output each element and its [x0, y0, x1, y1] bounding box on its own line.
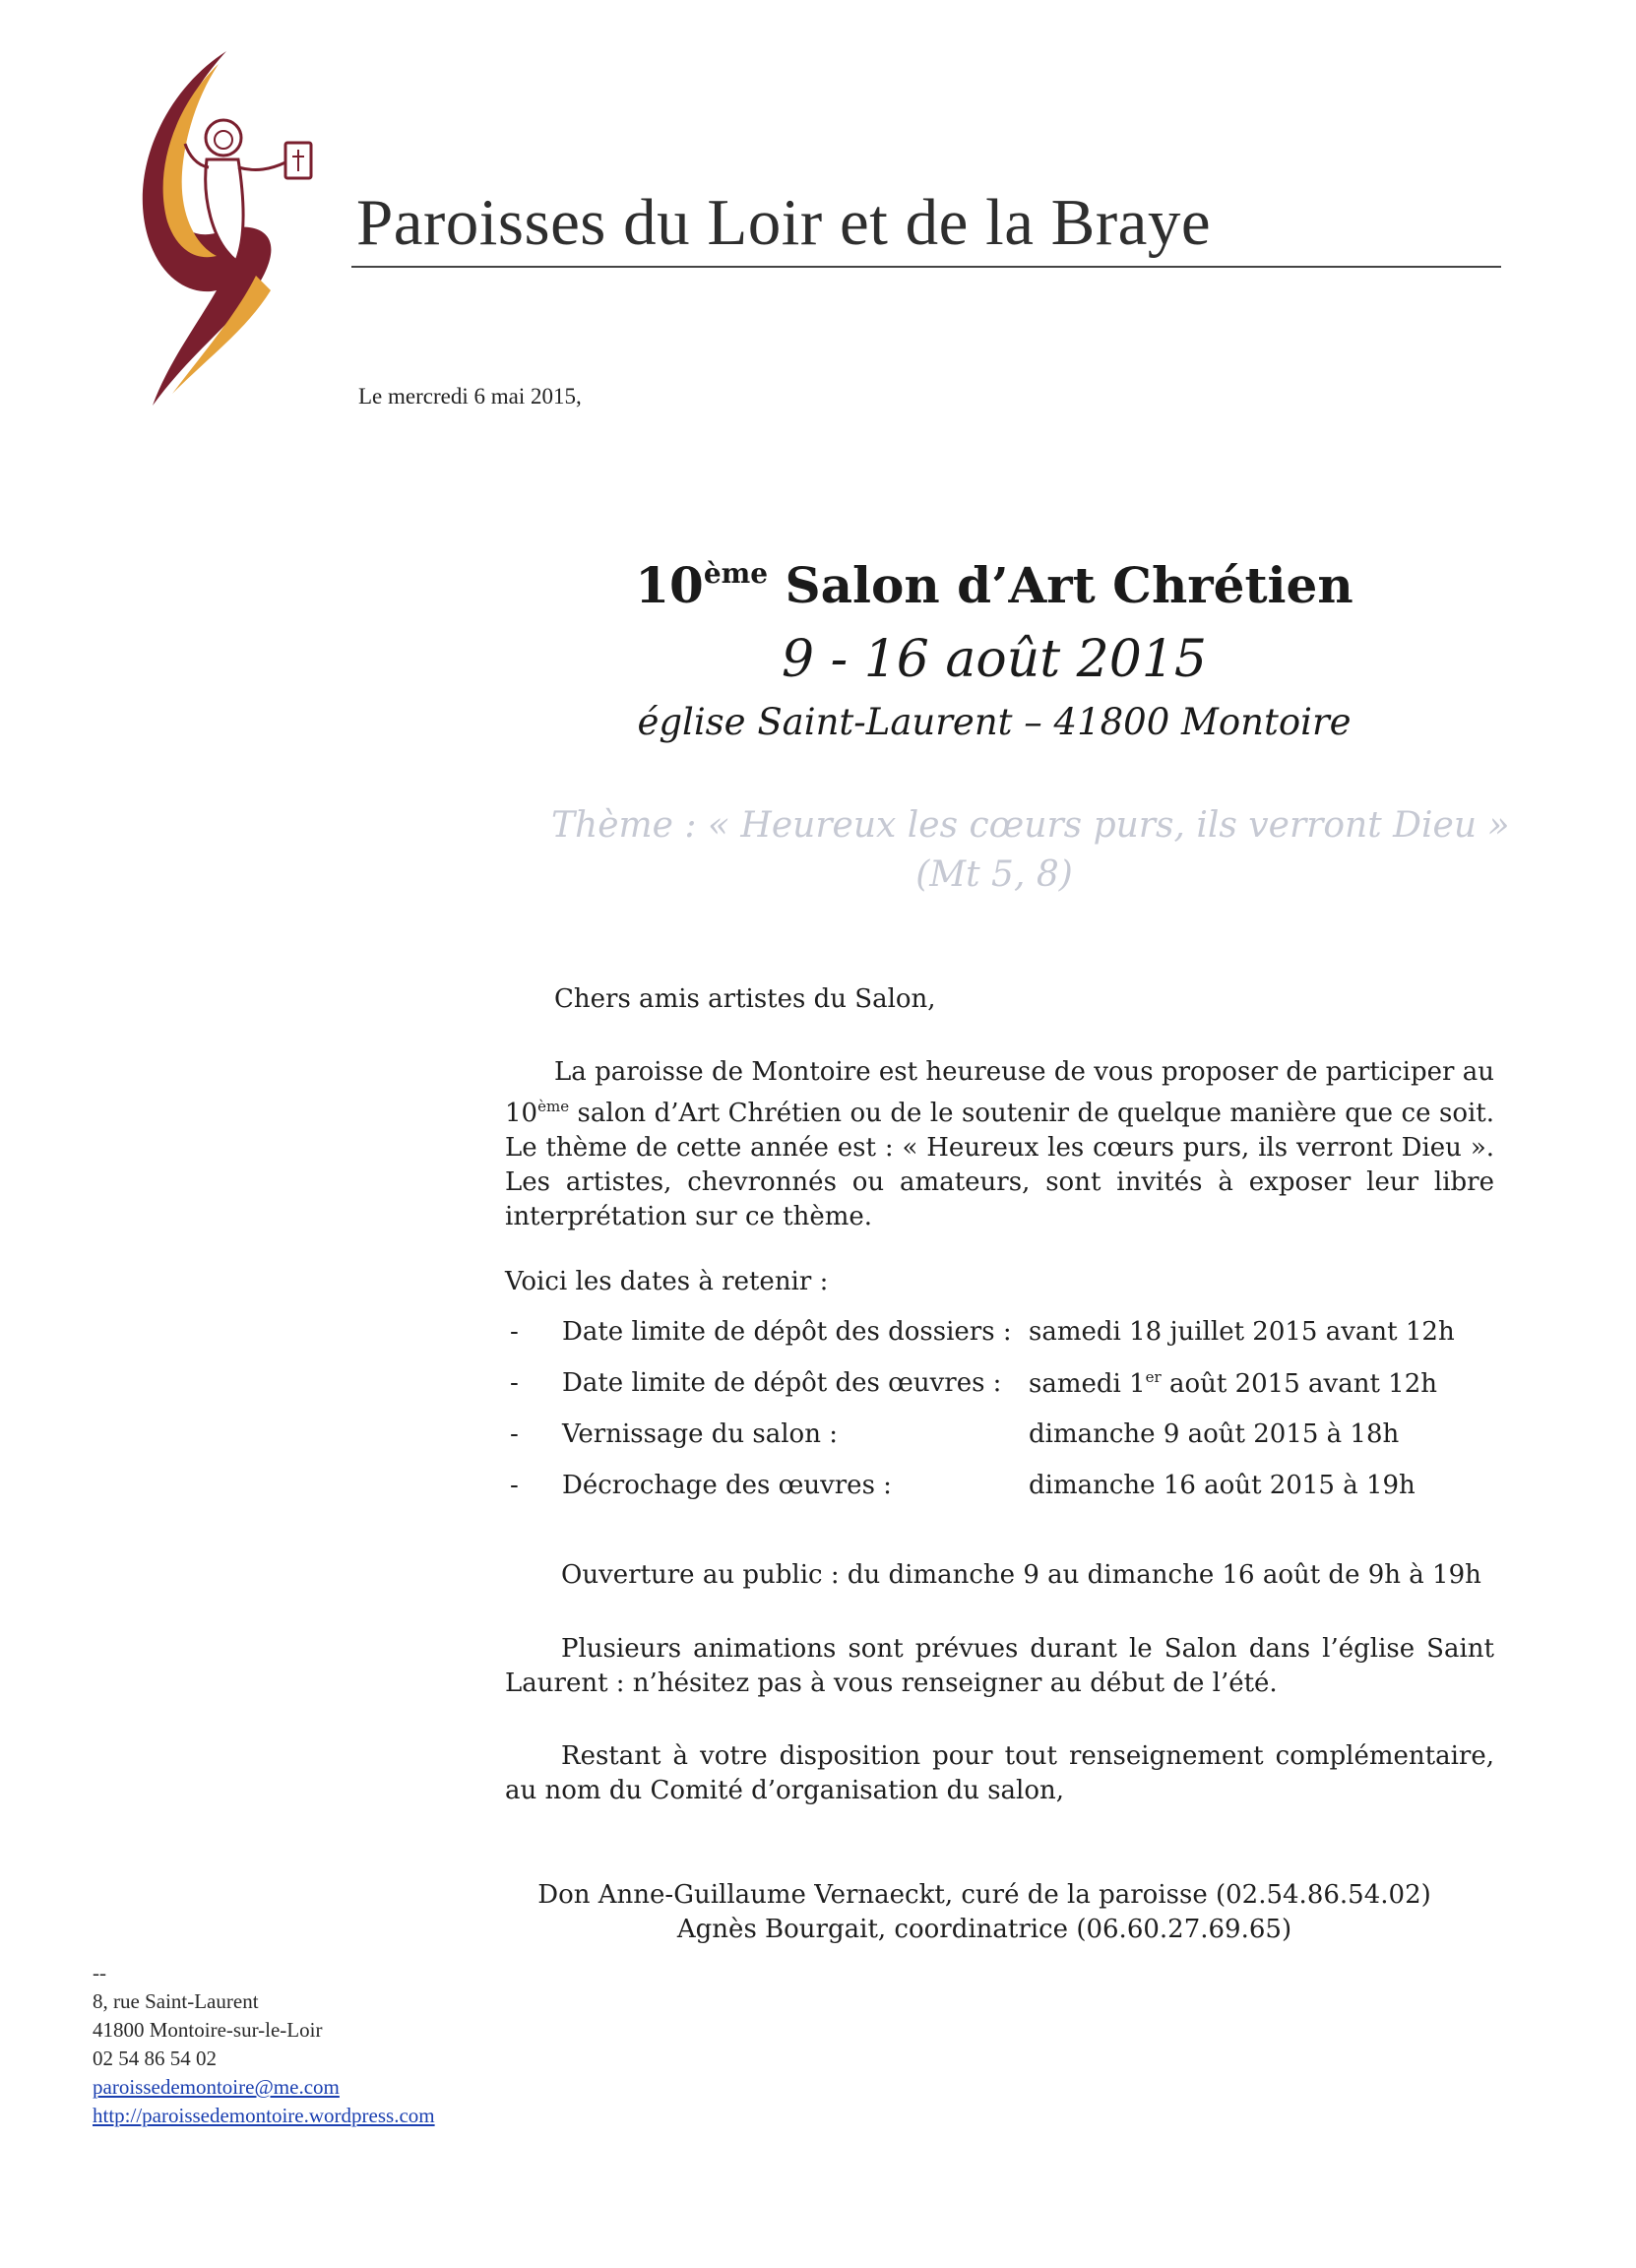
footer-separator: -- — [93, 1961, 106, 1984]
org-name: Paroisses du Loir et de la Braye — [356, 186, 1212, 259]
footer-email-link[interactable]: paroissedemontoire@me.com — [93, 2075, 340, 2099]
date-row-bullet: - — [510, 1471, 519, 1500]
date-row — [505, 1317, 1499, 1353]
date-row-label: Date limite de dépôt des dossiers : — [562, 1317, 1012, 1347]
intro-paragraph-part2: salon d’Art Chrétien ou de le soutenir de quelque manière que ce soit. Le thème de cette année est : « Heureux les cœurs purs, ils verront Dieu ». Les artistes, chevronnés ou amateurs, sont invités à exposer leur libre interprétation sur ce thème. — [505, 1099, 1494, 1231]
animations-paragraph: Plusieurs animations sont prévues durant le Salon dans l’église Saint Laurent : n’hésitez pas à vous renseigner au début de l’été. — [505, 1634, 1494, 1698]
dates-intro: Voici les dates à retenir : — [505, 1267, 829, 1296]
theme-line-1: Thème : « Heureux les cœurs purs, ils verront Dieu » — [551, 805, 1510, 846]
date-row-label: Décrochage des œuvres : — [562, 1471, 892, 1500]
event-title — [551, 556, 1437, 614]
event-theme — [551, 801, 1510, 900]
date-row — [505, 1471, 1499, 1506]
event-dates: 9 - 16 août 2015 — [782, 630, 1207, 689]
footer-phone: 02 54 86 54 02 — [93, 2047, 217, 2070]
date-row-value — [1029, 1368, 1437, 1399]
signature-priest: Don Anne-Guillaume Vernaeckt, curé de la paroisse (02.54.86.54.02) — [537, 1880, 1431, 1910]
header-divider — [351, 266, 1501, 268]
closing-paragraph: Restant à votre disposition pour tout renseignement complémentaire, au nom du Comité d’organisation du salon, — [505, 1741, 1494, 1805]
signature-block — [492, 1878, 1477, 1947]
footer-website-link[interactable]: http://paroissedemontoire.wordpress.com — [93, 2104, 435, 2127]
intro-paragraph-part1: La paroisse de Montoire est heureuse de vous proposer de participer au 10 — [505, 1057, 1494, 1128]
event-title-number: 10 — [635, 556, 704, 614]
footer-address-street: 8, rue Saint-Laurent — [93, 1989, 259, 2013]
footer-address-city: 41800 Montoire-sur-le-Loir — [93, 2018, 323, 2042]
date-row-value-post: août 2015 avant 12h — [1161, 1369, 1438, 1399]
date-row — [505, 1419, 1499, 1455]
intro-paragraph — [505, 1055, 1494, 1234]
logo-halo — [206, 120, 241, 156]
date-row — [505, 1368, 1499, 1404]
footer-contact — [93, 1959, 435, 2130]
theme-line-2: (Mt 5, 8) — [915, 854, 1073, 895]
signature-coordinator: Agnès Bourgait, coordinatrice (06.60.27.69.65) — [676, 1915, 1292, 1944]
date-row-value: samedi 18 juillet 2015 avant 12h — [1029, 1317, 1455, 1347]
date-row-value-ordinal: er — [1145, 1368, 1162, 1386]
date-row-value-pre: samedi 1 — [1029, 1369, 1146, 1399]
date-row-bullet: - — [510, 1368, 519, 1398]
date-row-value: dimanche 16 août 2015 à 19h — [1029, 1471, 1416, 1500]
event-venue: église Saint-Laurent – 41800 Montoire — [637, 701, 1352, 743]
date-row-label: Vernissage du salon : — [562, 1419, 838, 1449]
date-row-label: Date limite de dépôt des œuvres : — [562, 1368, 1002, 1398]
date-row-bullet: - — [510, 1317, 519, 1347]
date-row-value: dimanche 9 août 2015 à 18h — [1029, 1419, 1400, 1449]
greeting: Chers amis artistes du Salon, — [554, 984, 936, 1014]
date-row-bullet: - — [510, 1419, 519, 1449]
event-title-text: Salon d’Art Chrétien — [768, 556, 1353, 614]
logo-figure-arm-right — [238, 162, 285, 169]
letter-date: Le mercredi 6 mai 2015, — [358, 384, 582, 409]
event-title-ordinal: ème — [703, 557, 769, 590]
logo-head — [215, 131, 232, 149]
public-opening-hours: Ouverture au public : du dimanche 9 au dimanche 16 août de 9h à 19h — [561, 1560, 1481, 1590]
parish-logo-icon — [128, 49, 325, 413]
intro-paragraph-ordinal: ème — [537, 1098, 570, 1115]
